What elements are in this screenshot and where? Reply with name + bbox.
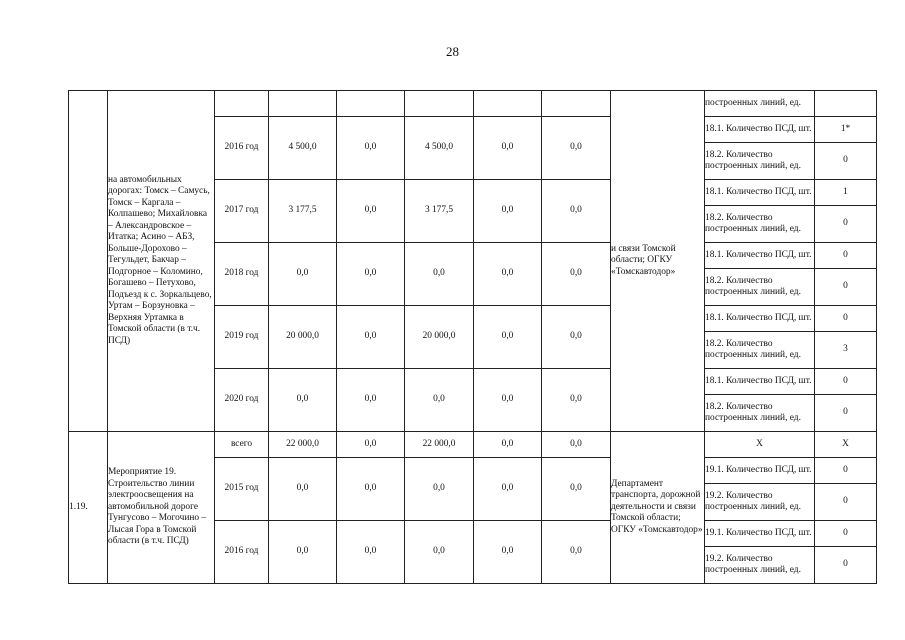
regional-amount-cell: 0,0 [405,521,474,584]
indicator-name-cell: 18.2. Количество построенных линий, ед. [705,206,815,243]
federal-amount-cell: 0,0 [337,521,405,584]
local-amount-cell: 0,0 [474,117,542,180]
total-amount-cell: 0,0 [269,243,337,306]
local-amount-cell: 0,0 [474,432,542,458]
total-amount-cell: 0,0 [269,521,337,584]
total-amount-cell [269,91,337,117]
year-cell [215,91,269,117]
indicator-value-cell: 0 [815,143,877,180]
local-amount-cell: 0,0 [474,458,542,521]
indicator-name-cell: 18.1. Количество ПСД, шт. [705,369,815,395]
extrabudget-amount-cell: 0,0 [542,432,611,458]
indicator-name-cell: построенных линий, ед. [705,91,815,117]
year-cell: 2016 год [215,117,269,180]
indicator-value-cell: 1* [815,117,877,143]
indicator-name-cell: 18.2. Количество построенных линий, ед. [705,143,815,180]
page-number: 28 [446,44,459,59]
executor-cell: Департамент транспорта, дорожной деятельности и связи Томской области; ОГКУ «Томскавтодор» [611,432,705,584]
local-amount-cell: 0,0 [474,521,542,584]
indicator-value-cell: 0 [815,206,877,243]
regional-amount-cell: 3 177,5 [405,180,474,243]
local-amount-cell: 0,0 [474,243,542,306]
year-cell: 2017 год [215,180,269,243]
indicator-name-cell: 18.2. Количество построенных линий, ед. [705,395,815,432]
activity-number [69,91,108,432]
indicator-value-cell: 0 [815,484,877,521]
extrabudget-amount-cell: 0,0 [542,117,611,180]
indicator-name-cell: 18.2. Количество построенных линий, ед. [705,332,815,369]
year-cell: 2018 год [215,243,269,306]
indicator-name-cell: 18.1. Количество ПСД, шт. [705,306,815,332]
indicator-value-cell: 0 [815,395,877,432]
program-activities-table [68,90,877,584]
total-amount-cell: 3 177,5 [269,180,337,243]
total-amount-cell: 0,0 [269,458,337,521]
indicator-name-cell: 18.1. Количество ПСД, шт. [705,243,815,269]
indicator-value-cell: 0 [815,458,877,484]
regional-amount-cell: 20 000,0 [405,306,474,369]
extrabudget-amount-cell: 0,0 [542,180,611,243]
extrabudget-amount-cell: 0,0 [542,521,611,584]
indicator-name-cell: 19.2. Количество построенных линий, ед. [705,547,815,584]
total-amount-cell: 0,0 [269,369,337,432]
regional-amount-cell: 0,0 [405,243,474,306]
extrabudget-amount-cell: 0,0 [542,458,611,521]
indicator-value-cell: 3 [815,332,877,369]
total-amount-cell: 4 500,0 [269,117,337,180]
activity-name: на автомобильных дорогах: Томск – Самусь, Томск – Каргала – Колпашево; Михайловка – Александровское – Итатка; Асино – АБЗ, Больше-Дорохово – Тегульдет, Бакчар – Подгорное – Коломино, Богашево – Петухово, Подъезд к с. Зоркальцево, Уртам – Борзуновка – Верхняя Уртамка в Томской области (в т.ч. ПСД) [108,91,215,432]
local-amount-cell: 0,0 [474,180,542,243]
indicator-value-cell [815,91,877,117]
indicator-value-cell: 0 [815,369,877,395]
table-row [69,91,877,117]
local-amount-cell: 0,0 [474,369,542,432]
activity-number: 1.19. [69,432,108,584]
year-cell: 2019 год [215,306,269,369]
year-cell: 2015 год [215,458,269,521]
extrabudget-amount-cell [542,91,611,117]
federal-amount-cell: 0,0 [337,369,405,432]
federal-amount-cell [337,91,405,117]
extrabudget-amount-cell: 0,0 [542,306,611,369]
federal-amount-cell: 0,0 [337,117,405,180]
regional-amount-cell: 0,0 [405,369,474,432]
indicator-value-cell: 0 [815,547,877,584]
year-cell: всего [215,432,269,458]
activity-name: Мероприятие 19. Строительство линии электроосвещения на автомобильной дороге Тунгусово – Могочино – Лысая Гора в Томской области (в т.ч. ПСД) [108,432,215,584]
federal-amount-cell: 0,0 [337,306,405,369]
regional-amount-cell: 4 500,0 [405,117,474,180]
indicator-value-cell: 0 [815,306,877,332]
year-cell: 2020 год [215,369,269,432]
total-amount-cell: 22 000,0 [269,432,337,458]
year-cell: 2016 год [215,521,269,584]
total-amount-cell: 20 000,0 [269,306,337,369]
indicator-name-cell: 19.1. Количество ПСД, шт. [705,458,815,484]
federal-amount-cell: 0,0 [337,180,405,243]
federal-amount-cell: 0,0 [337,243,405,306]
local-amount-cell [474,91,542,117]
executor-cell: и связи Томской области; ОГКУ «Томскавтодор» [611,91,705,432]
federal-amount-cell: 0,0 [337,432,405,458]
regional-amount-cell: 0,0 [405,458,474,521]
extrabudget-amount-cell: 0,0 [542,369,611,432]
extrabudget-amount-cell: 0,0 [542,243,611,306]
regional-amount-cell [405,91,474,117]
indicator-name-cell: 18.1. Количество ПСД, шт. [705,180,815,206]
indicator-name-cell: 19.2. Количество построенных линий, ед. [705,484,815,521]
indicator-name-cell: X [705,432,815,458]
indicator-value-cell: 0 [815,269,877,306]
indicator-name-cell: 18.2. Количество построенных линий, ед. [705,269,815,306]
federal-amount-cell: 0,0 [337,458,405,521]
local-amount-cell: 0,0 [474,306,542,369]
regional-amount-cell: 22 000,0 [405,432,474,458]
indicator-value-cell: X [815,432,877,458]
indicator-name-cell: 19.1. Количество ПСД, шт. [705,521,815,547]
indicator-name-cell: 18.1. Количество ПСД, шт. [705,117,815,143]
indicator-value-cell: 0 [815,243,877,269]
table-row [69,432,877,458]
indicator-value-cell: 1 [815,180,877,206]
indicator-value-cell: 0 [815,521,877,547]
